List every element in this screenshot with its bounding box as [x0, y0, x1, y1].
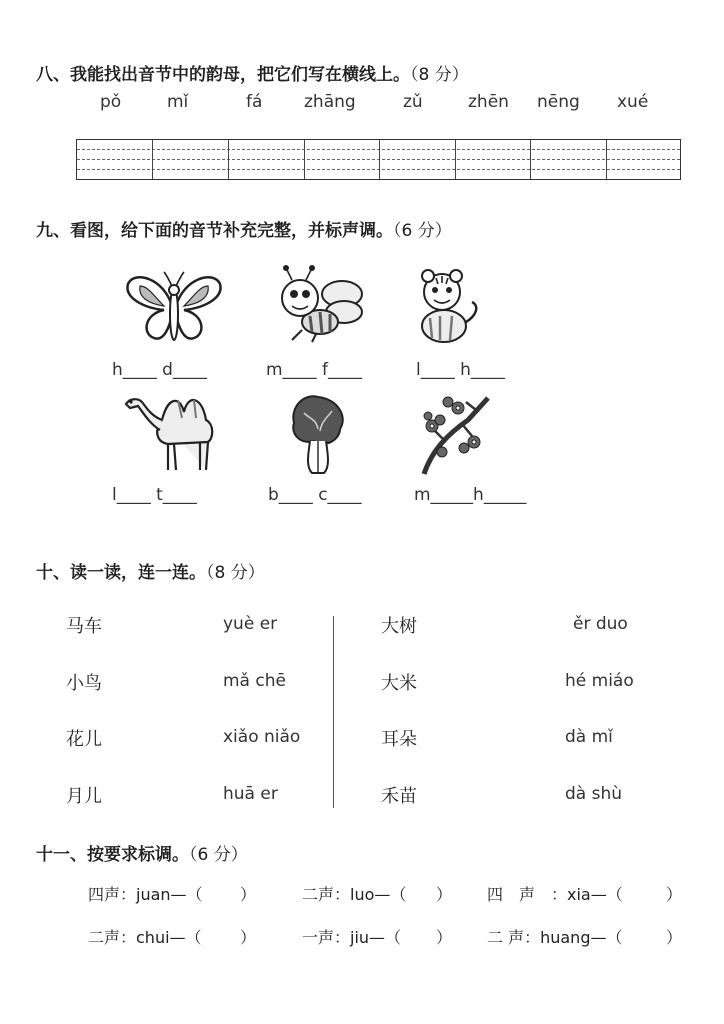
- left-pinyin-2[interactable]: mǎ chē: [223, 671, 286, 691]
- tone-item-5-label: 一声：jiu—（: [302, 928, 402, 947]
- tone-item-6-answer[interactable]: ）: [666, 928, 683, 947]
- syllable-3: fá: [246, 92, 263, 112]
- tone-item-2-answer[interactable]: ）: [436, 885, 453, 904]
- right-word-1[interactable]: 大树: [381, 616, 417, 637]
- right-pinyin-3[interactable]: dà mǐ: [565, 727, 613, 747]
- syllable-8: xué: [617, 92, 649, 112]
- section-9-title: 九、看图，给下面的音节补充完整，并标声调。: [36, 221, 393, 241]
- picture-hint-butterfly[interactable]: h____ d____: [112, 360, 207, 380]
- section-10-title: 十、读一读，连一连。: [36, 563, 206, 583]
- syllable-6: zhēn: [468, 92, 509, 112]
- syllable-2: mǐ: [167, 92, 189, 112]
- right-word-2[interactable]: 大米: [381, 673, 417, 694]
- picture-hint-vegetable[interactable]: b____ c____: [268, 485, 362, 505]
- right-word-4[interactable]: 禾苗: [381, 786, 417, 807]
- tone-item-1-label: 四声：juan—（: [88, 885, 203, 904]
- right-word-3[interactable]: 耳朵: [381, 729, 417, 750]
- tiger-icon: [410, 266, 482, 346]
- section-10-points: （8 分）: [206, 563, 265, 583]
- right-pinyin-4[interactable]: dà shù: [565, 784, 623, 804]
- section-10-heading: [36, 558, 265, 583]
- tone-item-1-answer[interactable]: ）: [240, 885, 257, 904]
- camel-icon: [122, 390, 218, 476]
- butterfly-icon: [124, 268, 224, 348]
- tone-item-2-label: 二声：luo—（: [302, 885, 407, 904]
- left-word-2[interactable]: 小鸟: [66, 673, 102, 694]
- left-pinyin-1[interactable]: yuè er: [223, 614, 278, 634]
- picture-hint-bee[interactable]: m____ f____: [266, 360, 362, 380]
- right-pinyin-2[interactable]: hé miáo: [565, 671, 634, 691]
- plum-blossom-icon: [418, 390, 492, 476]
- section-8-points: （8 分）: [410, 65, 469, 85]
- tone-item-4-label: 二声：chui—（: [88, 928, 202, 947]
- syllable-1: pǒ: [100, 92, 122, 112]
- syllable-4: zhāng: [304, 92, 356, 112]
- left-word-3[interactable]: 花儿: [66, 729, 102, 750]
- answer-writing-grid[interactable]: [76, 139, 681, 180]
- left-word-4[interactable]: 月儿: [66, 786, 102, 807]
- vegetable-icon: [288, 393, 348, 477]
- bee-icon: [272, 264, 368, 344]
- section-11-heading: [36, 840, 248, 865]
- syllable-5: zǔ: [403, 92, 423, 112]
- section-8-heading: [36, 60, 469, 85]
- section-11-title: 十一、按要求标调。: [36, 845, 189, 865]
- left-pinyin-3[interactable]: xiǎo niǎo: [223, 727, 301, 747]
- left-word-1[interactable]: 马车: [66, 616, 102, 637]
- tone-item-4-answer[interactable]: ）: [240, 928, 257, 947]
- section-11-points: （6 分）: [189, 845, 248, 865]
- tone-item-3-answer[interactable]: ）: [666, 885, 683, 904]
- syllable-7: nēng: [537, 92, 580, 112]
- right-pinyin-1[interactable]: ěr duo: [573, 614, 628, 634]
- tone-item-5-answer[interactable]: ）: [436, 928, 453, 947]
- section-9-heading: [36, 216, 452, 241]
- section-9-points: （6 分）: [393, 221, 452, 241]
- tone-item-6-label: 二 声：huang—（: [487, 928, 623, 947]
- section-8-title: 八、我能找出音节中的韵母，把它们写在横线上。: [36, 65, 410, 85]
- column-divider: [333, 616, 334, 808]
- picture-hint-tiger[interactable]: l____ h____: [416, 360, 505, 380]
- picture-hint-camel[interactable]: l____ t____: [112, 485, 197, 505]
- left-pinyin-4[interactable]: huā er: [223, 784, 278, 804]
- tone-item-3-label: 四 声 ：xia—（: [487, 885, 623, 904]
- picture-hint-plum[interactable]: m_____h_____: [414, 485, 527, 505]
